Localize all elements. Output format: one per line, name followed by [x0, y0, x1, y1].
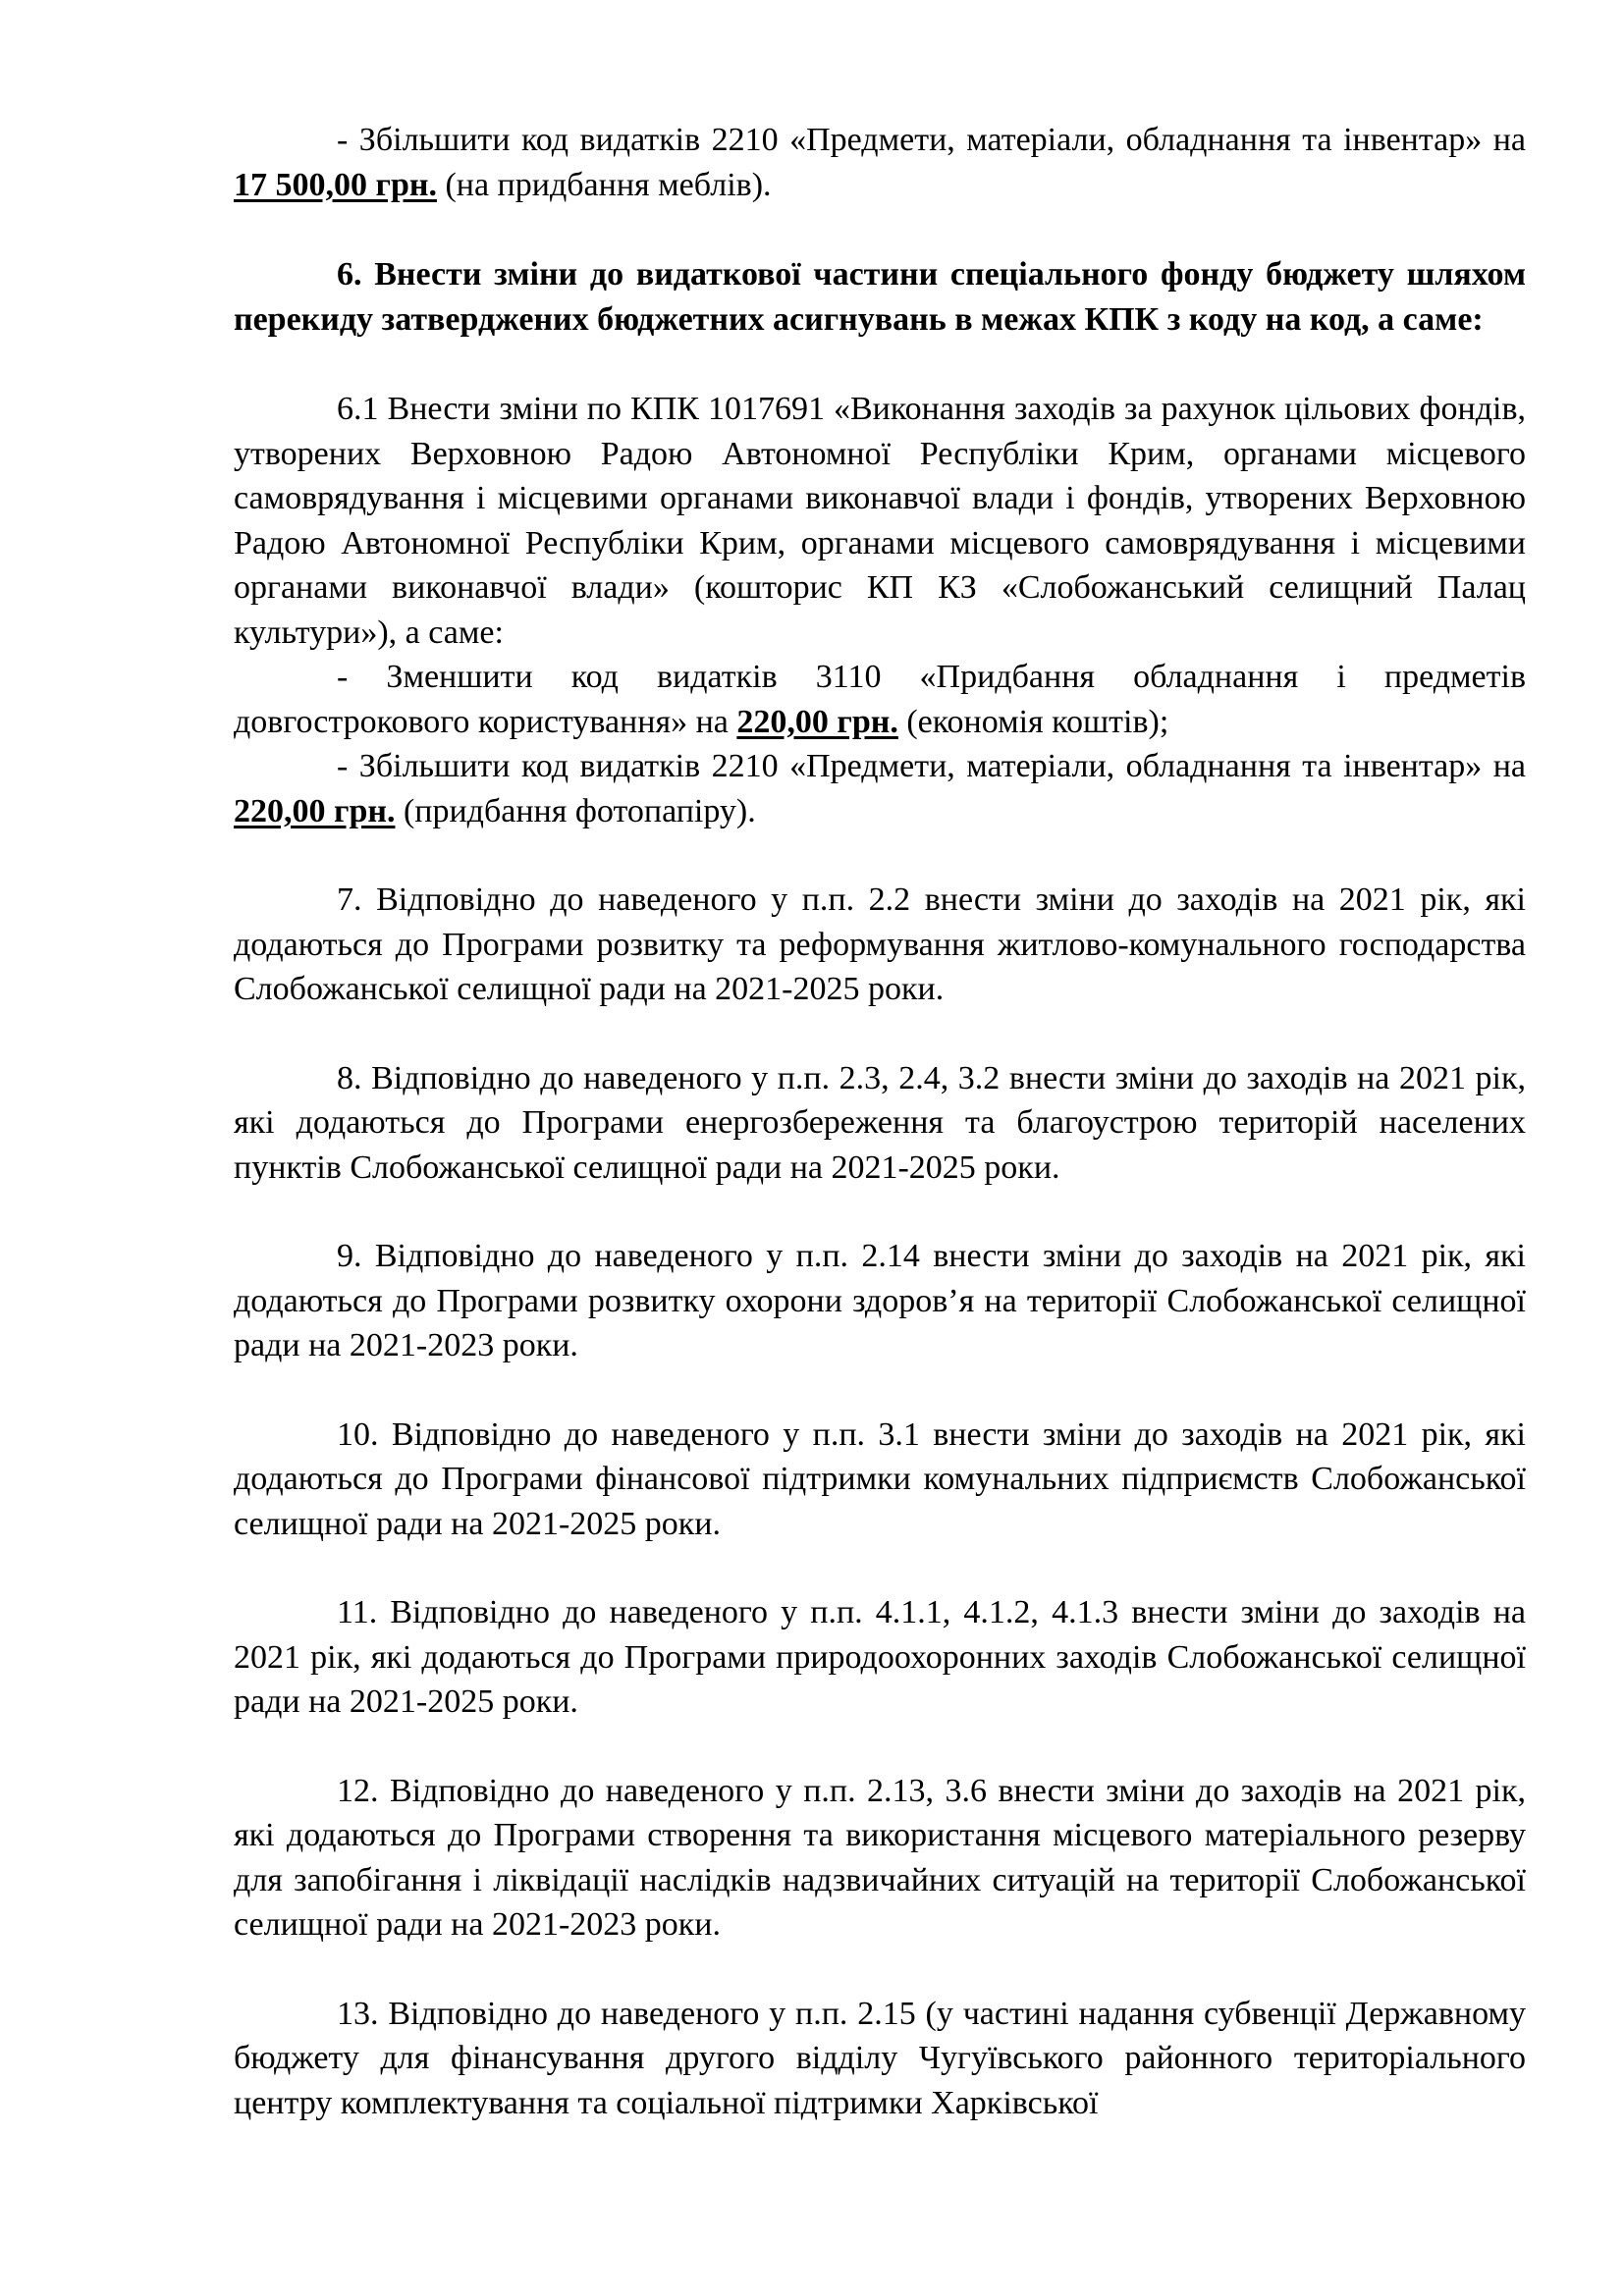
paragraph-text: - Збільшити код видатків 2210 «Предмети, матеріали, обладнання та інвентар» на [337, 122, 1526, 158]
paragraph-13: 13. Відповідно до наведеного у п.п. 2.15 (у частині надання субвенції Державному бюджету для фінансування другого відділу Чугуївського районного територіального центру комплектування та соціальної підтримки Харківської [234, 1995, 1526, 2121]
paragraph-11: 11. Відповідно до наведеного у п.п. 4.1.1, 4.1.2, 4.1.3 внести зміни до заходів на 2021 рік, які додаються до Програми природоохоронних заходів Слобожанської селищної ради на 2021-2025 роки. [234, 1594, 1526, 1720]
paragraph-text: (придбання фотопапіру). [395, 792, 756, 829]
paragraph-increase-2210-photopaper [234, 744, 1526, 833]
amount-underlined: 17 500,00 грн. [234, 166, 437, 203]
section-heading-6: 6. Внести зміни до видаткової частини спеціального фонду бюджету шляхом перекиду затверджених бюджетних асигнувань в межах КПК з коду на код, а саме: [234, 256, 1526, 338]
paragraph-8: 8. Відповідно до наведеного у п.п. 2.3, 2.4, 3.2 внести зміни до заходів на 2021 рік, які додаються до Програми енергозбереження та благоустрою територій населених пунктів Слобожанської селищної ради на 2021-2025 роки. [234, 1059, 1526, 1186]
paragraph-text: - Зменшити код видатків 3110 «Придбання обладнання і предметів довгострокового користування» на [234, 659, 1526, 740]
paragraph-text: - Збільшити код видатків 2210 «Предмети, матеріали, обладнання та інвентар» на [337, 748, 1526, 784]
paragraph-9: 9. Відповідно до наведеного у п.п. 2.14 внести зміни до заходів на 2021 рік, які додаються до Програми розвитку охорони здоров’я на території Слобожанської селищної ради на 2021-2023 роки. [234, 1238, 1526, 1363]
document-page [234, 118, 1526, 2125]
paragraph-6-1: 6.1 Внести зміни по КПК 1017691 «Виконання заходів за рахунок цільових фондів, утворених Верховною Радою Автономної Республіки Крим, органами місцевого самоврядування і місцевими органами виконавчої влади і фондів, утворених Верховною Радою Автономної Республіки Крим, органами місцевого самоврядування і місцевими органами виконавчої влади» (кошторис КП КЗ «Слобожанський селищний Палац культури»), а саме: [234, 391, 1526, 651]
amount-underlined: 220,00 грн. [736, 703, 898, 740]
amount-underlined: 220,00 грн. [234, 792, 396, 829]
paragraph-10: 10. Відповідно до наведеного у п.п. 3.1 внести зміни до заходів на 2021 рік, які додаються до Програми фінансової підтримки комунальних підприємств Слобожанської селищної ради на 2021-2025 роки. [234, 1415, 1526, 1542]
paragraph-increase-2210-furniture [234, 118, 1526, 207]
paragraph-7: 7. Відповідно до наведеного у п.п. 2.2 внести зміни до заходів на 2021 рік, які додаються до Програми розвитку та реформування житлово-комунального господарства Слобожанської селищної ради на 2021-2025 роки. [234, 881, 1526, 1007]
paragraph-text: (економія коштів); [897, 703, 1169, 740]
paragraph-decrease-3110 [234, 655, 1526, 744]
paragraph-12: 12. Відповідно до наведеного у п.п. 2.13, 3.6 внести зміни до заходів на 2021 рік, які додаються до Програми створення та використання місцевого матеріального резерву для запобігання і ліквідації наслідків надзвичайних ситуацій на території Слобожанської селищної ради на 2021-2023 роки. [234, 1772, 1526, 1943]
paragraph-text: (на придбання меблів). [436, 166, 772, 203]
